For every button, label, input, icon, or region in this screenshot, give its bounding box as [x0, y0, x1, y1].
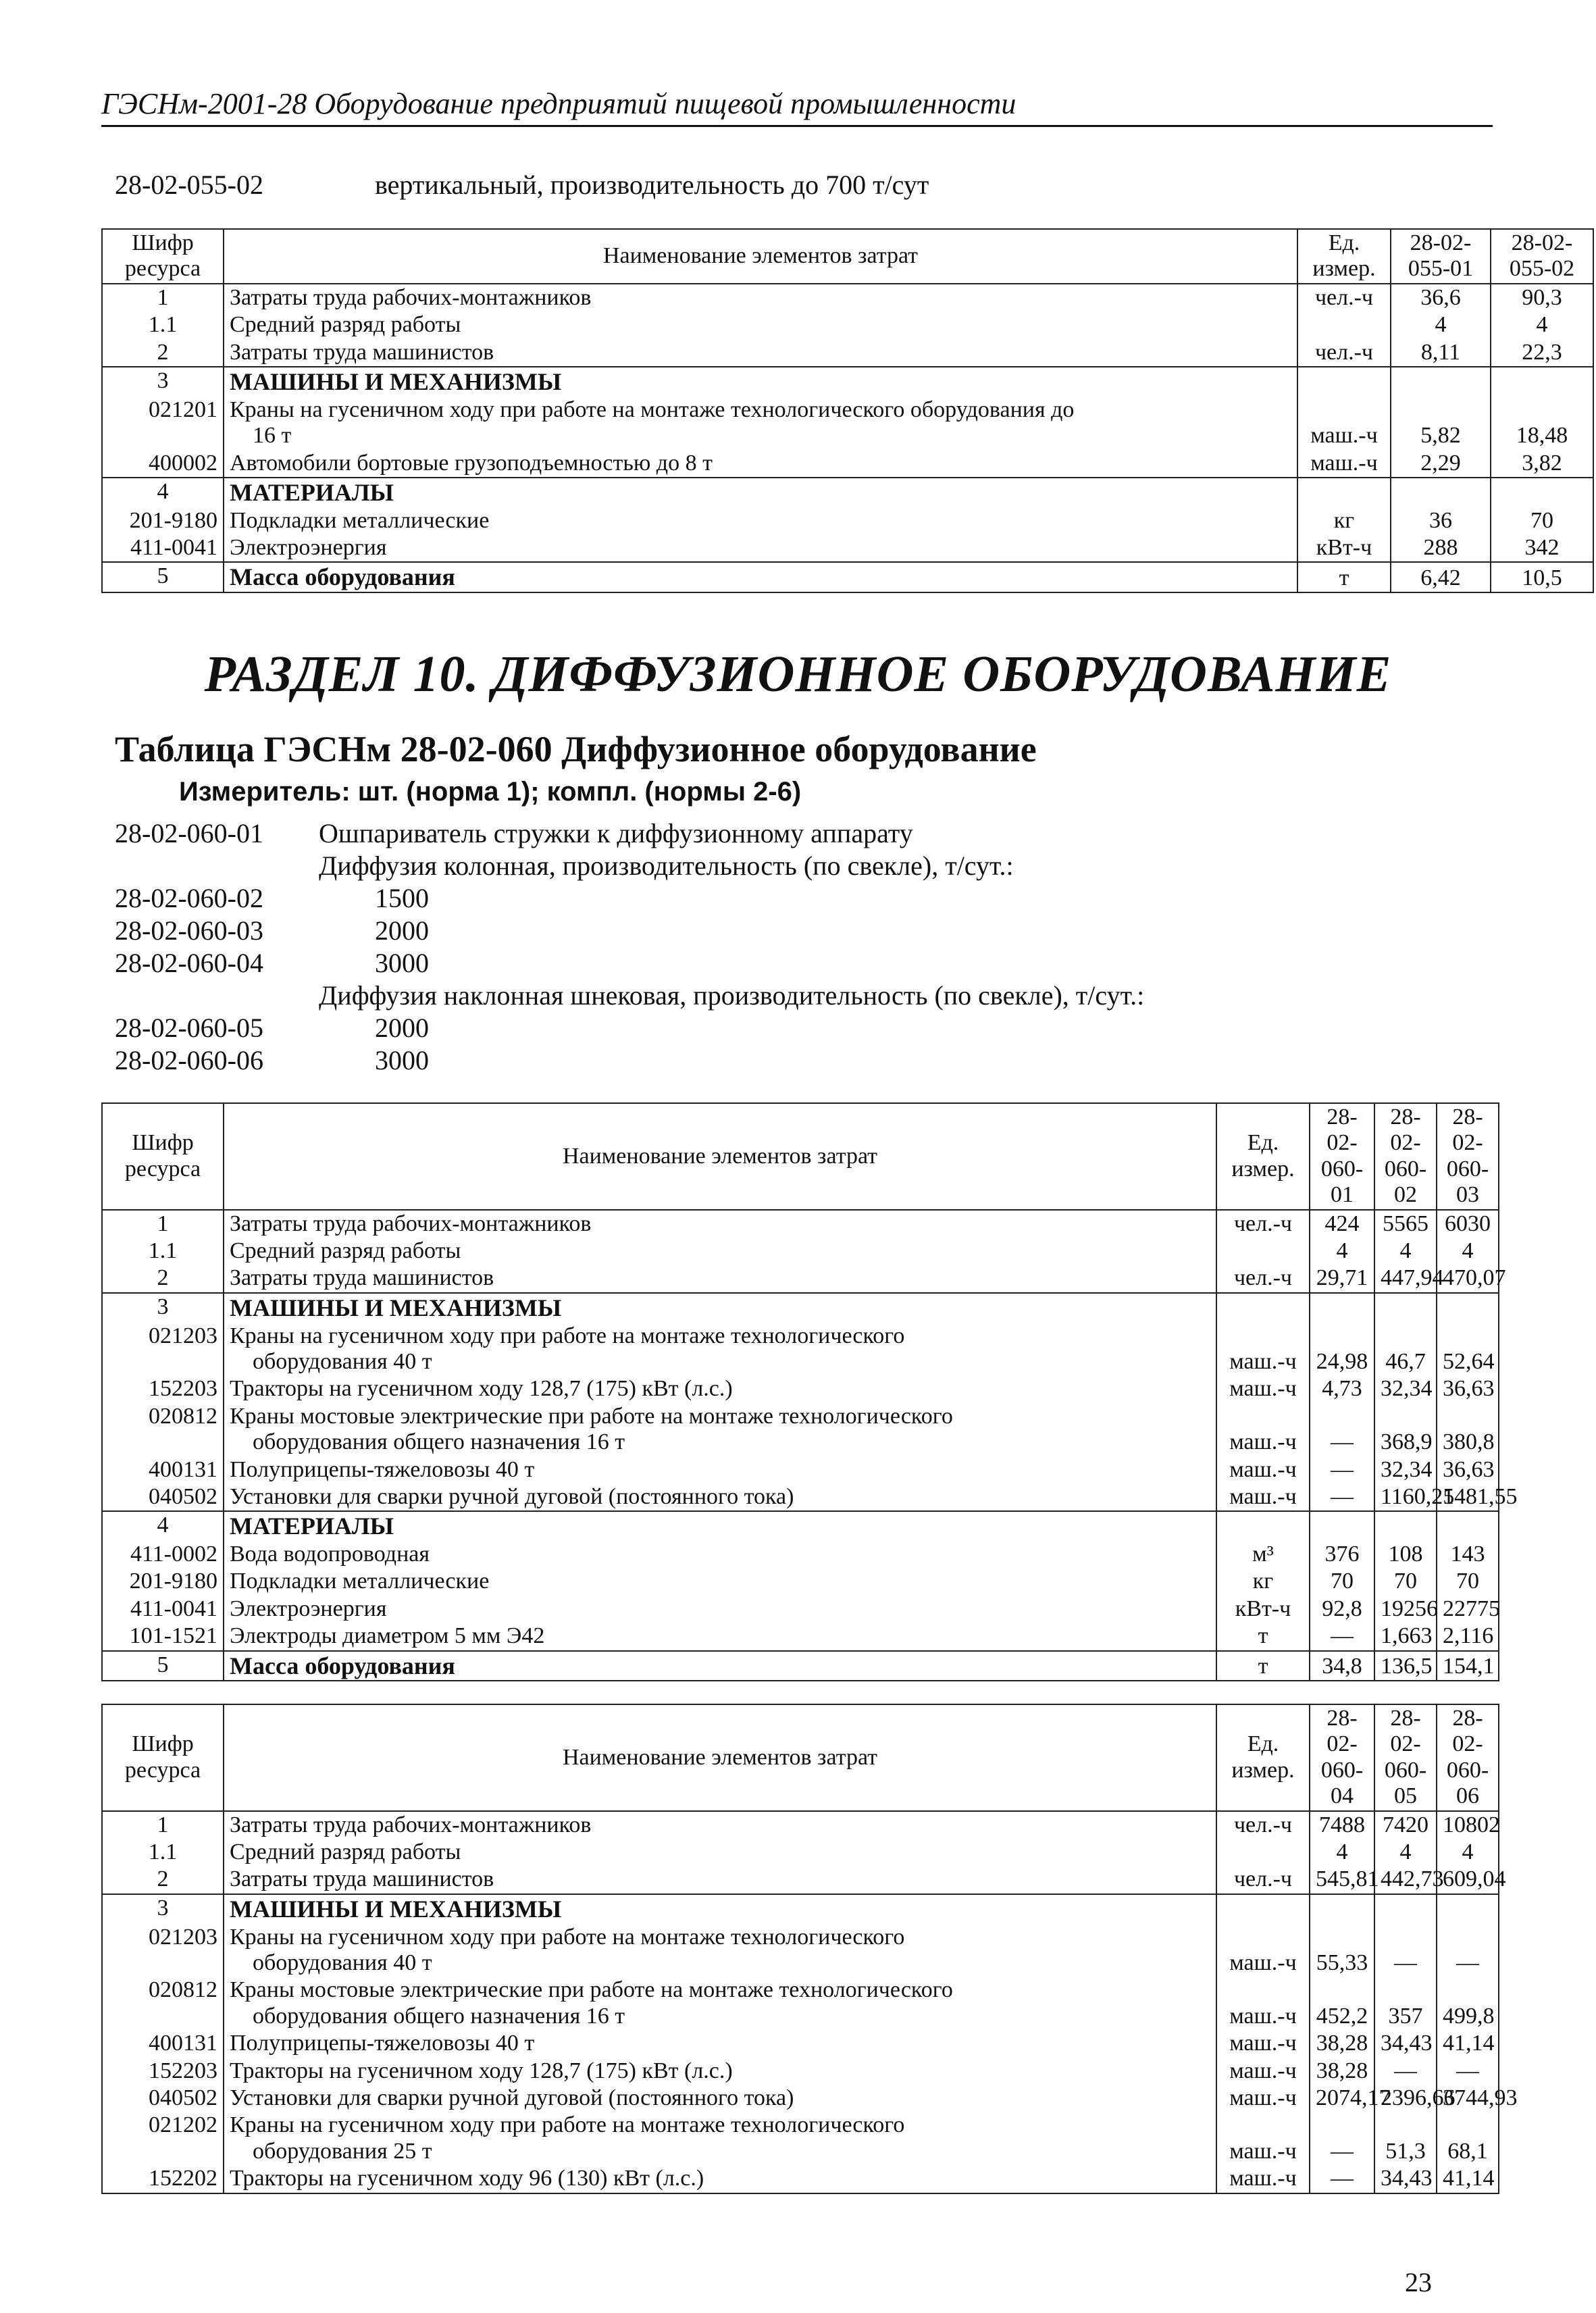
- resource-code: 4: [102, 478, 224, 507]
- table-title: Таблица ГЭСНм 28-02-060 Диффузионное оборудование: [115, 729, 1037, 769]
- cost-element-name: Полуприцепы-тяжеловозы 40 т: [230, 2031, 535, 2056]
- table-row: [102, 1483, 1499, 1511]
- value-cell: —: [1437, 2058, 1499, 2085]
- value-cell: 36: [1391, 507, 1491, 534]
- meter-line: Измеритель: шт. (норма 1); компл. (нормы 2-6): [179, 777, 802, 807]
- value-cell: 70: [1374, 1568, 1437, 1595]
- table-row: [102, 562, 1593, 592]
- table-row: [102, 1541, 1499, 1568]
- prev-item-text: вертикальный, производительность до 700 т/сут: [375, 170, 929, 200]
- value-cell: 4: [1391, 311, 1491, 338]
- value-cell: —: [1310, 1483, 1374, 1511]
- value-cell: 545,81: [1310, 1866, 1374, 1893]
- unit: маш.-ч: [1216, 1456, 1310, 1483]
- resource-code: 411-0041: [102, 534, 224, 562]
- resource-code: 5: [102, 562, 224, 592]
- value-cell: 70: [1310, 1568, 1374, 1595]
- cost-element-name: Масса оборудования: [230, 1652, 455, 1679]
- cost-element-name: Затраты труда машинистов: [230, 1866, 494, 1892]
- cost-element-name: Краны на гусеничном ходу при работе на монтаже технологического оборудования до: [230, 397, 1075, 422]
- value-cell: 2,116: [1437, 1623, 1499, 1650]
- unit: м³: [1216, 1541, 1310, 1568]
- table-row: [102, 507, 1593, 534]
- cost-element-name: Полуприцепы-тяжеловозы 40 т: [230, 1456, 535, 1482]
- value-cell: [1437, 1894, 1499, 1924]
- value-cell: 4: [1437, 1238, 1499, 1265]
- table-row: [102, 1866, 1499, 1893]
- value-cell: [1310, 1293, 1374, 1323]
- table-row: [102, 478, 1593, 507]
- table-row: [102, 1293, 1499, 1323]
- cost-element-name-cont: оборудования 40 т: [253, 1950, 432, 1975]
- unit: т: [1216, 1623, 1310, 1650]
- unit: [1297, 311, 1391, 338]
- table-row: [102, 2030, 1499, 2057]
- value-cell: —: [1374, 2058, 1437, 2085]
- resource-code: 021203: [102, 1323, 224, 1376]
- resource-code: 2: [102, 339, 224, 367]
- unit: [1216, 1293, 1310, 1323]
- value-cell: 68,1: [1437, 2112, 1499, 2165]
- table-060-01-03: [101, 1102, 1518, 1681]
- resource-code: 152203: [102, 2058, 224, 2085]
- cost-element-name: Краны на гусеничном ходу при работе на монтаже технологического: [230, 1924, 905, 1950]
- header-code: Шифр ресурса: [102, 1704, 224, 1811]
- value-cell: 51,3: [1374, 2112, 1437, 2165]
- resource-code: 3: [102, 367, 224, 397]
- unit: маш.-ч: [1216, 1924, 1310, 1977]
- table-row: [102, 2058, 1499, 2085]
- cost-element-name: Масса оборудования: [230, 563, 455, 591]
- item-code: 28-02-060-06: [115, 1045, 263, 1075]
- item-code: 28-02-060-01: [115, 818, 263, 848]
- table-row: [102, 2165, 1499, 2193]
- value-cell: 452,2: [1310, 1977, 1374, 2030]
- value-cell: 36,63: [1437, 1375, 1499, 1402]
- cost-element-name: Электроды диаметром 5 мм Э42: [230, 1623, 545, 1649]
- resource-code: 021203: [102, 1924, 224, 1977]
- value-cell: 4: [1374, 1839, 1437, 1866]
- resource-code: 040502: [102, 2085, 224, 2112]
- cost-element-name: МАШИНЫ И МЕХАНИЗМЫ: [230, 1895, 562, 1923]
- resource-code: 2: [102, 1866, 224, 1893]
- header-col1: 28-02-060-01: [1310, 1103, 1374, 1210]
- value-cell: 6,42: [1391, 562, 1491, 592]
- value-cell: 424: [1310, 1210, 1374, 1238]
- unit: кВт-ч: [1297, 534, 1391, 562]
- value-cell: [1374, 1293, 1437, 1323]
- cost-element-name: Электроэнергия: [230, 1596, 387, 1621]
- value-cell: 24,98: [1310, 1323, 1374, 1376]
- value-cell: 22,3: [1491, 339, 1593, 367]
- value-cell: 22775: [1437, 1596, 1499, 1623]
- unit: [1216, 1894, 1310, 1924]
- table-row: [102, 367, 1593, 397]
- unit: кг: [1216, 1568, 1310, 1595]
- table-row: [102, 1811, 1499, 1839]
- header-unit: Ед. измер.: [1216, 1704, 1310, 1811]
- cost-element-name: Краны мостовые электрические при работе на монтаже технологического: [230, 1403, 953, 1429]
- table-row: [102, 2085, 1499, 2112]
- resource-code: 152202: [102, 2165, 224, 2193]
- item-description: Диффузия колонная, производительность (по свекле), т/сут.:: [319, 850, 1014, 881]
- cost-element-name-cont: оборудования 25 т: [253, 2138, 432, 2164]
- value-cell: 10802: [1437, 1811, 1499, 1839]
- unit: чел.-ч: [1216, 1265, 1310, 1292]
- value-cell: —: [1310, 2165, 1374, 2193]
- table-row: [102, 1651, 1499, 1681]
- table-row: [102, 339, 1593, 367]
- unit: маш.-ч: [1216, 2030, 1310, 2057]
- header-code: Шифр ресурса: [102, 1103, 224, 1210]
- value-cell: 41,14: [1437, 2165, 1499, 2193]
- value-cell: 368,9: [1374, 1403, 1437, 1456]
- header-name: Наименование элементов затрат: [224, 1704, 1216, 1811]
- resource-code: 152203: [102, 1375, 224, 1402]
- value-cell: 4: [1310, 1238, 1374, 1265]
- cost-element-name-cont: оборудования общего назначения 16 т: [253, 1429, 625, 1455]
- value-cell: 376: [1310, 1541, 1374, 1568]
- item-description: 3000: [375, 948, 429, 978]
- cost-element-name: МАТЕРИАЛЫ: [230, 1513, 394, 1540]
- table-row: [102, 1323, 1499, 1376]
- value-cell: [1391, 478, 1491, 507]
- value-cell: [1437, 1293, 1499, 1323]
- value-cell: 1481,55: [1437, 1483, 1499, 1511]
- resource-code: 3: [102, 1293, 224, 1323]
- unit: маш.-ч: [1297, 450, 1391, 478]
- resource-code: 5: [102, 1651, 224, 1681]
- value-cell: [1491, 367, 1593, 397]
- unit: кг: [1297, 507, 1391, 534]
- resource-code: 1: [102, 1210, 224, 1238]
- value-cell: 4: [1491, 311, 1593, 338]
- item-description: 2000: [375, 915, 429, 946]
- table-row: [102, 1238, 1499, 1265]
- unit: маш.-ч: [1216, 1375, 1310, 1402]
- cost-element-name: Тракторы на гусеничном ходу 96 (130) кВт (л.с.): [230, 2166, 704, 2191]
- unit: чел.-ч: [1297, 339, 1391, 367]
- value-cell: 470,07: [1437, 1265, 1499, 1292]
- table-060-04-06: [101, 1704, 1518, 2194]
- cost-element-name: Затраты труда машинистов: [230, 1265, 494, 1291]
- resource-code: 020812: [102, 1403, 224, 1456]
- value-cell: 55,33: [1310, 1924, 1374, 1977]
- resource-code: 201-9180: [102, 507, 224, 534]
- table-row: [102, 1977, 1499, 2030]
- table-row: [102, 397, 1593, 450]
- value-cell: 34,43: [1374, 2030, 1437, 2057]
- value-cell: 29,71: [1310, 1265, 1374, 1292]
- cost-element-name-cont: оборудования 40 т: [253, 1348, 432, 1374]
- value-cell: 288: [1391, 534, 1491, 562]
- resource-code: 020812: [102, 1977, 224, 2030]
- unit: маш.-ч: [1216, 2058, 1310, 2085]
- table-row: [102, 1265, 1499, 1292]
- unit: [1297, 478, 1391, 507]
- unit: [1216, 1839, 1310, 1866]
- cost-element-name: Затраты труда машинистов: [230, 339, 494, 365]
- value-cell: 34,43: [1374, 2165, 1437, 2193]
- resource-code: 1.1: [102, 1238, 224, 1265]
- cost-element-name: Средний разряд работы: [230, 1839, 461, 1865]
- unit: маш.-ч: [1297, 397, 1391, 450]
- value-cell: —: [1310, 1623, 1374, 1650]
- value-cell: 32,34: [1374, 1456, 1437, 1483]
- value-cell: 7488: [1310, 1811, 1374, 1839]
- resource-code: 3: [102, 1894, 224, 1924]
- cost-element-name-cont: оборудования общего назначения 16 т: [253, 2003, 625, 2029]
- resource-code: 400002: [102, 450, 224, 478]
- table-row: [102, 284, 1593, 311]
- table-row: [102, 1568, 1499, 1595]
- value-cell: 18,48: [1491, 397, 1593, 450]
- value-cell: 5565: [1374, 1210, 1437, 1238]
- value-cell: 342: [1491, 534, 1593, 562]
- item-description: 1500: [375, 883, 429, 913]
- cost-element-name: Краны на гусеничном ходу при работе на монтаже технологического: [230, 2112, 905, 2138]
- value-cell: 4: [1310, 1839, 1374, 1866]
- table-055: [101, 228, 1594, 593]
- resource-code: 2: [102, 1265, 224, 1292]
- unit: маш.-ч: [1216, 2112, 1310, 2165]
- item-code: 28-02-060-05: [115, 1013, 263, 1043]
- resource-code: 201-9180: [102, 1568, 224, 1595]
- section-title: РАЗДЕЛ 10. ДИФФУЗИОННОЕ ОБОРУДОВАНИЕ: [204, 646, 1392, 703]
- cost-element-name: Установки для сварки ручной дуговой (постоянного тока): [230, 1483, 794, 1509]
- value-cell: [1374, 1511, 1437, 1541]
- value-cell: 5,82: [1391, 397, 1491, 450]
- unit: т: [1297, 562, 1391, 592]
- value-cell: 2074,17: [1310, 2085, 1374, 2112]
- unit: чел.-ч: [1216, 1210, 1310, 1238]
- table-row: [102, 534, 1593, 562]
- value-cell: 3,82: [1491, 450, 1593, 478]
- value-cell: 70: [1491, 507, 1593, 534]
- header-col1: 28-02-055-01: [1391, 229, 1491, 284]
- value-cell: —: [1310, 2112, 1374, 2165]
- table-row: [102, 1403, 1499, 1456]
- cost-element-name: Средний разряд работы: [230, 312, 461, 338]
- resource-code: 4: [102, 1511, 224, 1541]
- value-cell: 70: [1437, 1568, 1499, 1595]
- resource-code: 021201: [102, 397, 224, 450]
- cost-element-name: МАШИНЫ И МЕХАНИЗМЫ: [230, 368, 562, 396]
- table-row: [102, 1375, 1499, 1402]
- table-row: [102, 1511, 1499, 1541]
- unit: [1216, 1511, 1310, 1541]
- value-cell: [1374, 1894, 1437, 1924]
- unit: маш.-ч: [1216, 2085, 1310, 2112]
- header-unit: Ед. измер.: [1297, 229, 1391, 284]
- cost-element-name: Электроэнергия: [230, 535, 387, 560]
- header-code: Шифр ресурса: [102, 229, 224, 284]
- value-cell: 4,73: [1310, 1375, 1374, 1402]
- table-row: [102, 1623, 1499, 1650]
- value-cell: [1437, 1511, 1499, 1541]
- value-cell: 41,14: [1437, 2030, 1499, 2057]
- header-col1: 28-02-060-04: [1310, 1704, 1374, 1811]
- unit: маш.-ч: [1216, 1403, 1310, 1456]
- value-cell: 2,29: [1391, 450, 1491, 478]
- header-col2: 28-02-055-02: [1491, 229, 1593, 284]
- unit: [1297, 367, 1391, 397]
- cost-element-name: Автомобили бортовые грузоподъемностью до 8 т: [230, 450, 713, 476]
- value-cell: 34,8: [1310, 1651, 1374, 1681]
- resource-code: 411-0041: [102, 1596, 224, 1623]
- table-row: [102, 1839, 1499, 1866]
- item-code: 28-02-060-04: [115, 948, 263, 978]
- value-cell: 154,1: [1437, 1651, 1499, 1681]
- value-cell: —: [1374, 1924, 1437, 1977]
- table-row: [102, 1596, 1499, 1623]
- cost-element-name: Подкладки металлические: [230, 507, 490, 533]
- value-cell: 357: [1374, 1977, 1437, 2030]
- value-cell: —: [1310, 1456, 1374, 1483]
- resource-code: 101-1521: [102, 1623, 224, 1650]
- value-cell: 7420: [1374, 1811, 1437, 1839]
- item-description: 3000: [375, 1045, 429, 1075]
- resource-code: 400131: [102, 1456, 224, 1483]
- value-cell: 442,73: [1374, 1866, 1437, 1893]
- prev-item-code: 28-02-055-02: [115, 170, 263, 200]
- value-cell: 10,5: [1491, 562, 1593, 592]
- unit: маш.-ч: [1216, 1323, 1310, 1376]
- resource-code: 1.1: [102, 1839, 224, 1866]
- cost-element-name: МАШИНЫ И МЕХАНИЗМЫ: [230, 1294, 562, 1321]
- unit: чел.-ч: [1216, 1811, 1310, 1839]
- value-cell: 8,11: [1391, 339, 1491, 367]
- value-cell: 38,28: [1310, 2030, 1374, 2057]
- value-cell: 6030: [1437, 1210, 1499, 1238]
- value-cell: 4: [1437, 1839, 1499, 1866]
- value-cell: [1391, 367, 1491, 397]
- value-cell: 52,64: [1437, 1323, 1499, 1376]
- header-unit: Ед. измер.: [1216, 1103, 1310, 1210]
- resource-code: 411-0002: [102, 1541, 224, 1568]
- cost-element-name-cont: 16 т: [253, 423, 292, 449]
- resource-code: 1: [102, 1811, 224, 1839]
- value-cell: —: [1437, 1924, 1499, 1977]
- value-cell: [1491, 478, 1593, 507]
- unit: [1216, 1238, 1310, 1265]
- resource-code: 021202: [102, 2112, 224, 2165]
- unit: маш.-ч: [1216, 2165, 1310, 2193]
- value-cell: —: [1310, 1403, 1374, 1456]
- cost-element-name: Тракторы на гусеничном ходу 128,7 (175) кВт (л.с.): [230, 2058, 733, 2083]
- value-cell: 92,8: [1310, 1596, 1374, 1623]
- resource-code: 1: [102, 284, 224, 311]
- table-row: [102, 2112, 1499, 2165]
- value-cell: 143: [1437, 1541, 1499, 1568]
- unit: чел.-ч: [1216, 1866, 1310, 1893]
- value-cell: [1310, 1894, 1374, 1924]
- item-code: 28-02-060-03: [115, 915, 263, 946]
- table-row: [102, 450, 1593, 478]
- table-row: [102, 1456, 1499, 1483]
- item-description: 2000: [375, 1013, 429, 1043]
- item-description: Ошпариватель стружки к диффузионному аппарату: [319, 818, 913, 848]
- cost-element-name: Средний разряд работы: [230, 1238, 461, 1264]
- value-cell: 136,5: [1374, 1651, 1437, 1681]
- value-cell: 19256: [1374, 1596, 1437, 1623]
- unit: маш.-ч: [1216, 1977, 1310, 2030]
- resource-code: 400131: [102, 2030, 224, 2057]
- value-cell: 4: [1374, 1238, 1437, 1265]
- header-name: Наименование элементов затрат: [224, 1103, 1216, 1210]
- resource-code: 040502: [102, 1483, 224, 1511]
- cost-element-name: МАТЕРИАЛЫ: [230, 478, 394, 506]
- unit: маш.-ч: [1216, 1483, 1310, 1511]
- cost-element-name: Затраты труда рабочих-монтажников: [230, 1211, 592, 1236]
- table-row: [102, 1210, 1499, 1238]
- table-row: [102, 1894, 1499, 1924]
- header-name: Наименование элементов затрат: [224, 229, 1297, 284]
- cost-element-name: Затраты труда рабочих-монтажников: [230, 1812, 592, 1837]
- value-cell: [1310, 1511, 1374, 1541]
- value-cell: 36,6: [1391, 284, 1491, 311]
- header-col3: 28-02-060-03: [1437, 1103, 1499, 1210]
- cost-element-name: Затраты труда рабочих-монтажников: [230, 284, 592, 310]
- value-cell: 380,8: [1437, 1403, 1499, 1456]
- table-row: [102, 311, 1593, 338]
- header-col3: 28-02-060-06: [1437, 1704, 1499, 1811]
- cost-element-name: Краны мостовые электрические при работе на монтаже технологического: [230, 1977, 953, 2003]
- cost-element-name: Тракторы на гусеничном ходу 128,7 (175) кВт (л.с.): [230, 1376, 733, 1402]
- resource-code: 1.1: [102, 311, 224, 338]
- unit: т: [1216, 1651, 1310, 1681]
- value-cell: 32,34: [1374, 1375, 1437, 1402]
- value-cell: 1,663: [1374, 1623, 1437, 1650]
- value-cell: 499,8: [1437, 1977, 1499, 2030]
- unit: кВт-ч: [1216, 1596, 1310, 1623]
- value-cell: 46,7: [1374, 1323, 1437, 1376]
- value-cell: 38,28: [1310, 2058, 1374, 2085]
- value-cell: 90,3: [1491, 284, 1593, 311]
- running-header: ГЭСНм-2001-28 Оборудование предприятий пищевой промышленности: [101, 86, 1493, 127]
- cost-element-name: Вода водопроводная: [230, 1542, 430, 1567]
- unit: чел.-ч: [1297, 284, 1391, 311]
- value-cell: 609,04: [1437, 1866, 1499, 1893]
- cost-element-name: Установки для сварки ручной дуговой (постоянного тока): [230, 2085, 794, 2110]
- value-cell: 3744,93: [1437, 2085, 1499, 2112]
- value-cell: 1160,25: [1374, 1483, 1437, 1511]
- value-cell: 36,63: [1437, 1456, 1499, 1483]
- table-row: [102, 1924, 1499, 1977]
- cost-element-name: Подкладки металлические: [230, 1569, 490, 1594]
- value-cell: 2396,66: [1374, 2085, 1437, 2112]
- item-code: 28-02-060-02: [115, 883, 263, 913]
- header-col2: 28-02-060-05: [1374, 1704, 1437, 1811]
- header-col2: 28-02-060-02: [1374, 1103, 1437, 1210]
- page-number: 23: [1405, 2267, 1432, 2297]
- cost-element-name: Краны на гусеничном ходу при работе на монтаже технологического: [230, 1323, 905, 1348]
- item-description: Диффузия наклонная шнековая, производительность (по свекле), т/сут.:: [319, 980, 1145, 1011]
- value-cell: 108: [1374, 1541, 1437, 1568]
- value-cell: 447,94: [1374, 1265, 1437, 1292]
